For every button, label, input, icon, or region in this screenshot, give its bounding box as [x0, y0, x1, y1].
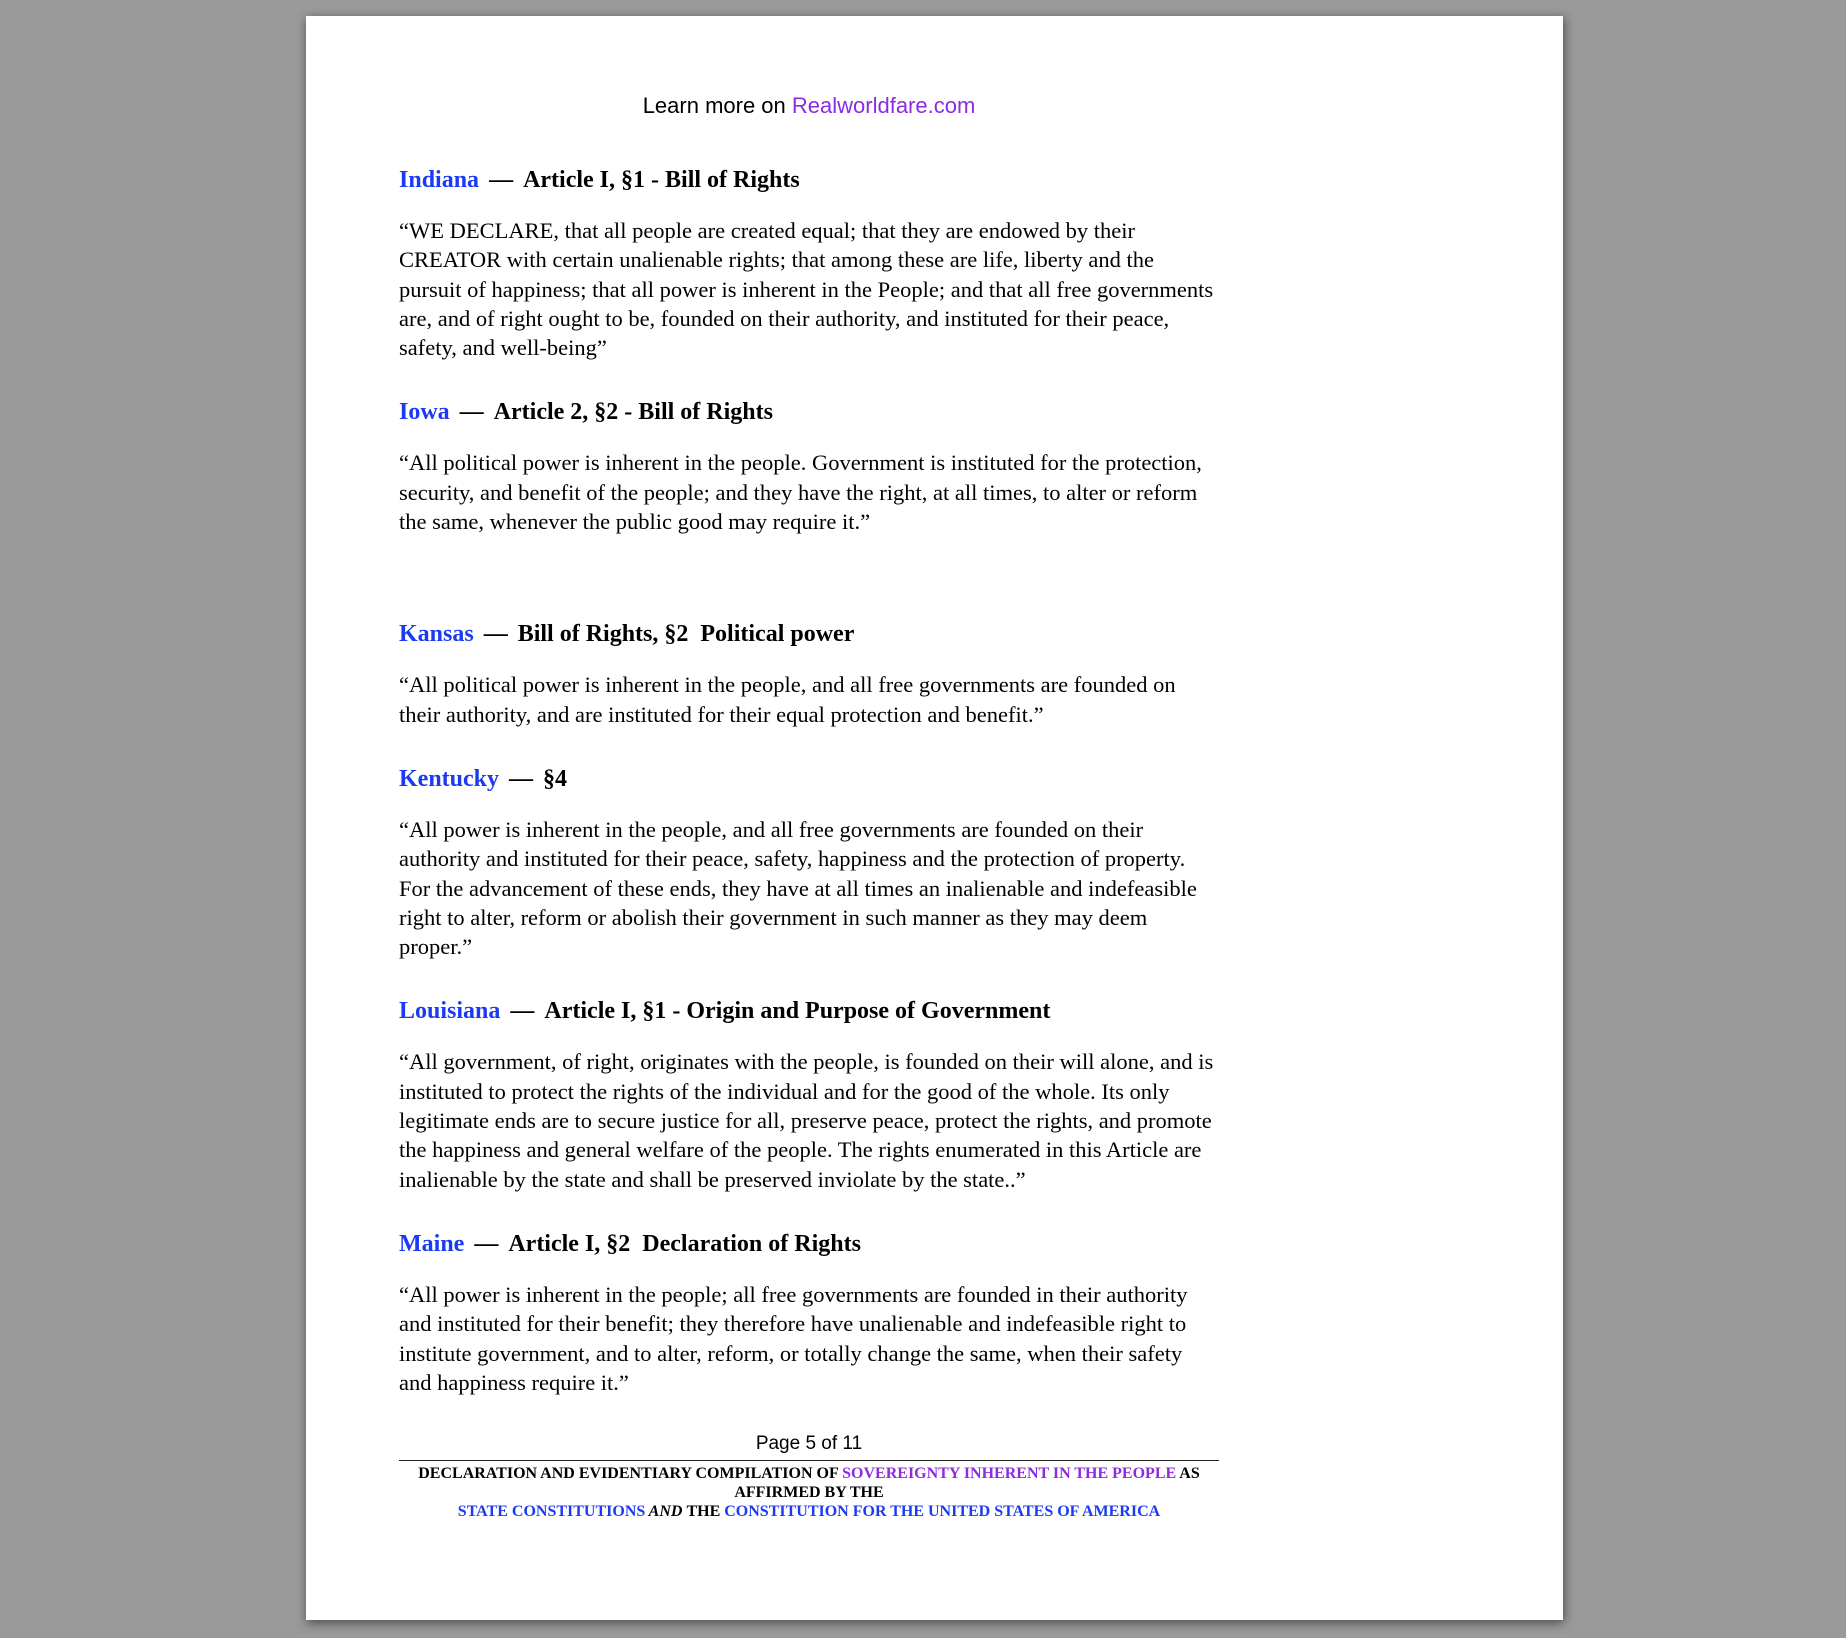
section-title: Article 2, §2 - Bill of Rights: [493, 399, 773, 426]
footer-text-blue: CONSTITUTION FOR THE UNITED STATES OF AMERICA: [724, 1503, 1161, 1521]
heading-separator: —: [474, 1230, 499, 1257]
state-name: Indiana: [399, 167, 480, 193]
state-name: Kansas: [399, 621, 474, 648]
footer-text-and-italic: AND: [645, 1503, 687, 1521]
footer-rule: [399, 1460, 1219, 1461]
footer-text-black: THE: [686, 1503, 725, 1521]
section-heading-kansas: [399, 620, 1219, 648]
state-name: Kentucky: [399, 765, 500, 792]
section-title: Article I, §1 - Bill of Rights: [523, 167, 800, 193]
heading-separator: —: [489, 167, 514, 193]
heading-separator: —: [459, 399, 484, 426]
state-name: Maine: [399, 1230, 465, 1257]
state-name: Louisiana: [399, 998, 501, 1025]
section-title: Article I, §2 Declaration of Rights: [508, 1230, 861, 1257]
heading-separator: —: [483, 621, 508, 648]
footer-text-purple: SOVEREIGNTY INHERENT IN THE PEOPLE: [842, 1465, 1177, 1483]
section-quote-kentucky: “All power is inherent in the people, and all free governments are founded on their authority and instituted for their peace, safety, happiness and the protection of property. For the advancement of these ends, they have at all times an inalienable and indefeasible right to alter, reform or abolish their government in such manner as they may deem proper.”: [399, 816, 1197, 960]
footer-text-black: DECLARATION AND EVIDENTIARY COMPILATION OF: [418, 1465, 843, 1483]
section-quote-indiana: “WE DECLARE, that all people are created equal; that they are endowed by their CREATOR with certain unalienable rights; that among these are life, liberty and the pursuit of happiness; that all power is inherent in the People; and that all free governments are, and of right ought to be, founded on their authority, and instituted for their peace, safety, and well-being”: [399, 218, 1214, 361]
section-quote-iowa: “All political power is inherent in the people. Government is instituted for the protection, security, and benefit of the people; and they have the right, at all times, to alter or reform the same, whenever the public good may require it.”: [399, 450, 1202, 535]
section-heading-maine: [399, 1230, 1219, 1258]
section-heading-louisiana: [399, 997, 1219, 1025]
heading-separator: —: [509, 765, 534, 792]
footer-text-black: AS AFFIRMED BY THE: [734, 1465, 1200, 1502]
doc-header-link[interactable]: Realworldfare.com: [791, 93, 976, 118]
blank-line-spacer: [399, 536, 1219, 584]
document-content: [399, 16, 1219, 1521]
doc-footer: [399, 1433, 1219, 1521]
heading-separator: —: [510, 998, 535, 1025]
section-heading-kentucky: [399, 765, 1219, 793]
section-heading-iowa: [399, 398, 1219, 426]
section-title: §4: [543, 765, 568, 792]
section-title: Bill of Rights, §2 Political power: [517, 621, 855, 648]
section-quote-maine: “All power is inherent in the people; all free governments are founded in their authority and instituted for their benefit; they therefore have unalienable and indefeasible right to institute government, and to alter, reform, or totally change the same, when their safety and happiness require it.”: [399, 1281, 1188, 1395]
doc-header-text: Learn more on: [642, 93, 792, 118]
section-heading-indiana: [399, 166, 1219, 194]
section-title: Article I, §1 - Origin and Purpose of Government: [544, 998, 1051, 1025]
section-quote-louisiana: “All government, of right, originates with the people, is founded on their will alone, and is instituted to protect the rights of the individual and for the good of the whole. Its only legitimate ends are to secure justice for all, preserve peace, protect the rights, and promote the happiness and general welfare of the people. The rights enumerated in this Article are inalienable by the state and shall be preserved inviolate by the state..”: [399, 1049, 1214, 1192]
section-quote-kansas: “All political power is inherent in the people, and all free governments are founded on their authority, and are instituted for their equal protection and benefit.”: [399, 672, 1176, 727]
footer-title-line-1: [399, 1464, 1219, 1502]
footer-title-line-2: [399, 1502, 1219, 1521]
page-number: Page 5 of 11: [755, 1433, 863, 1455]
document-page: [306, 16, 1563, 1620]
doc-header: [399, 94, 1219, 118]
state-name: Iowa: [399, 399, 450, 426]
footer-text-blue: STATE CONSTITUTIONS: [457, 1503, 646, 1521]
